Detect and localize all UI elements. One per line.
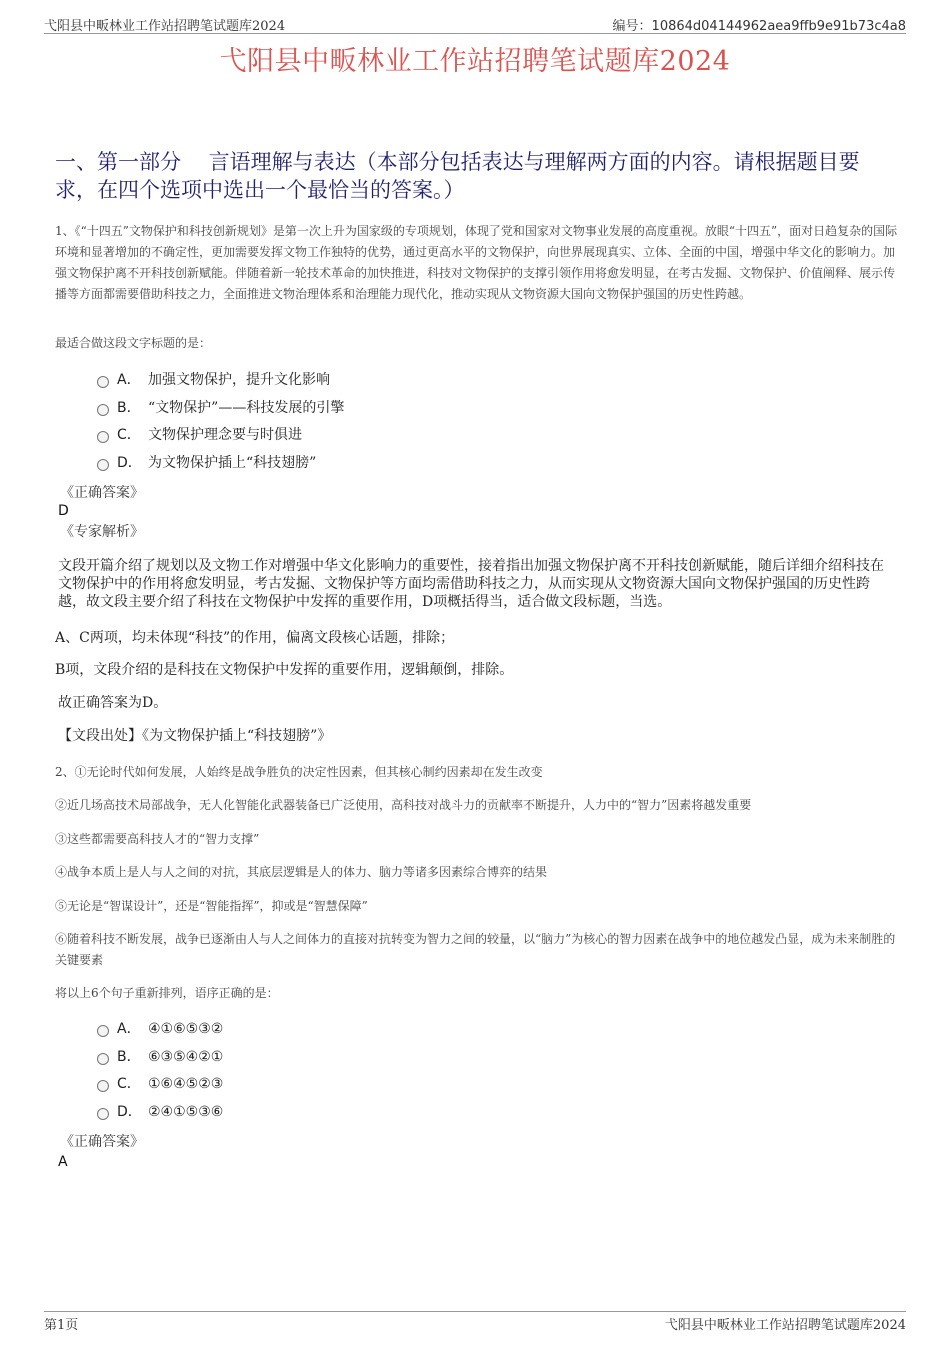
header-doc-name: 弋阳县中畈林业工作站招聘笔试题库2024 [44, 19, 286, 34]
option-letter: A． [117, 1021, 141, 1037]
option-letter: B． [117, 400, 141, 416]
radio-icon[interactable] [97, 1025, 109, 1037]
question-2-prompt: 将以上6个句子重新排列，语序正确的是： [55, 986, 279, 1000]
question-2-sentence: ③这些都需要高科技人才的“智力支撑” [55, 832, 260, 846]
radio-icon[interactable] [97, 431, 109, 443]
analysis-paragraph: 文段开篇介绍了规划以及文物工作对增强中华文化影响力的重要性，接着指出加强文物保护离不开科技创新赋能，随后详细介绍科技在文物保护中的作用将愈发明显，考古发掘、文物保护等方面均需借助科技之力，从而实现从文物资源大国向文物保护强国的历史性跨越，故文段主要介绍了科技在文物保护中发挥的重要作用，D项概括得当，适合做文段标题，当选。 [58, 558, 884, 610]
question-1-text: 1、《“十四五”文物保护和科技创新规划》是第一次上升为国家级的专项规划，体现了党和国家对文物事业发展的高度重视。放眼“十四五”，面对日趋复杂的国际环境和显著增加的不确定性，更加需要发挥文物工作独特的优势，通过更高水平的文物保护，向世界展现真实、立体、全面的中国，增强中华文化的影响力。加强文物保护离不开科技创新赋能。伴随着新一轮技术革命的加快推进，科技对文物保护的支撑引领作用将愈发明显，在考古发掘、文物保护、价值阐释、展示传播等方面都需要借助科技之力，全面推进文物治理体系和治理能力现代化，推动实现从文物资源大国向文物保护强国的历史性跨越。 [55, 224, 898, 301]
radio-icon[interactable] [97, 1053, 109, 1065]
radio-icon[interactable] [97, 1080, 109, 1092]
option-letter: D． [117, 455, 142, 471]
question-2-sentence: 2、①无论时代如何发展，人始终是战争胜负的决定性因素，但其核心制约因素却在发生改变 [55, 765, 543, 779]
question-2-sentence: ④战争本质上是人与人之间的对抗，其底层逻辑是人的体力、脑力等诸多因素综合博弈的结果 [55, 865, 548, 879]
page-footer [44, 1311, 906, 1334]
question-1-answer: D [58, 503, 69, 519]
analysis-paragraph: 故正确答案为D。 [58, 695, 168, 711]
option-letter: C． [117, 1076, 141, 1092]
option-letter: D． [117, 1104, 142, 1120]
page-header [44, 13, 906, 34]
option-letter: C． [117, 427, 141, 443]
question-2-sentence: ⑤无论是“智谋设计”，还是“智能指挥”，抑或是“智慧保障” [55, 899, 368, 913]
option-text: 加强文物保护，提升文化影响 [148, 372, 330, 388]
question-1-analysis-label: 《专家解析》 [60, 524, 144, 540]
document-title: 弋阳县中畈林业工作站招聘笔试题库2024 [219, 46, 731, 77]
option-text: ①⑥④⑤②③ [148, 1076, 224, 1092]
question-2-answer-label: 《正确答案》 [60, 1134, 144, 1150]
radio-icon[interactable] [97, 459, 109, 471]
header-doc-id: 编号：10864d04144962aea9ffb9e91b73c4a8 [612, 19, 906, 34]
option-text: 为文物保护插上“科技翅膀” [148, 455, 317, 471]
page-number: 第1页 [44, 1318, 79, 1333]
analysis-paragraph: A、C两项，均未体现“科技”的作用，偏离文段核心话题，排除； [55, 630, 455, 646]
question-2-sentence: ②近几场高技术局部战争，无人化智能化武器装备已广泛使用，高科技对战斗力的贡献率不断提升，人力中的“智力”因素将越发重要 [55, 798, 752, 812]
radio-icon[interactable] [97, 376, 109, 388]
option-text: ⑥③⑤④②① [148, 1049, 224, 1065]
footer-doc-name: 弋阳县中畈林业工作站招聘笔试题库2024 [664, 1318, 906, 1333]
option-text: ④①⑥⑤③② [148, 1021, 224, 1037]
section-heading: 一、第一部分 言语理解与表达（本部分包括表达与理解两方面的内容。请根据题目要求，在四个选项中选出一个最恰当的答案。） [55, 150, 860, 202]
question-2-sentence: ⑥随着科技不断发展，战争已逐渐由人与人之间体力的直接对抗转变为智力之间的较量，以“脑力”为核心的智力因素在战争中的地位越发凸显，成为未来制胜的关键要素 [55, 932, 896, 967]
option-letter: B． [117, 1049, 141, 1065]
source-citation: 【文段出处】《为文物保护插上“科技翅膀”》 [58, 728, 332, 744]
radio-icon[interactable] [97, 404, 109, 416]
radio-icon[interactable] [97, 1108, 109, 1120]
option-letter: A． [117, 372, 141, 388]
question-2-answer: A [58, 1154, 68, 1170]
analysis-paragraph: B项，文段介绍的是科技在文物保护中发挥的重要作用，逻辑颠倒，排除。 [55, 662, 514, 678]
option-text: “文物保护”——科技发展的引擎 [148, 400, 345, 416]
question-1-answer-label: 《正确答案》 [60, 485, 144, 501]
option-text: ②④①⑤③⑥ [148, 1104, 224, 1120]
question-1-prompt: 最适合做这段文字标题的是： [55, 336, 212, 350]
option-text: 文物保护理念要与时俱进 [148, 427, 302, 443]
